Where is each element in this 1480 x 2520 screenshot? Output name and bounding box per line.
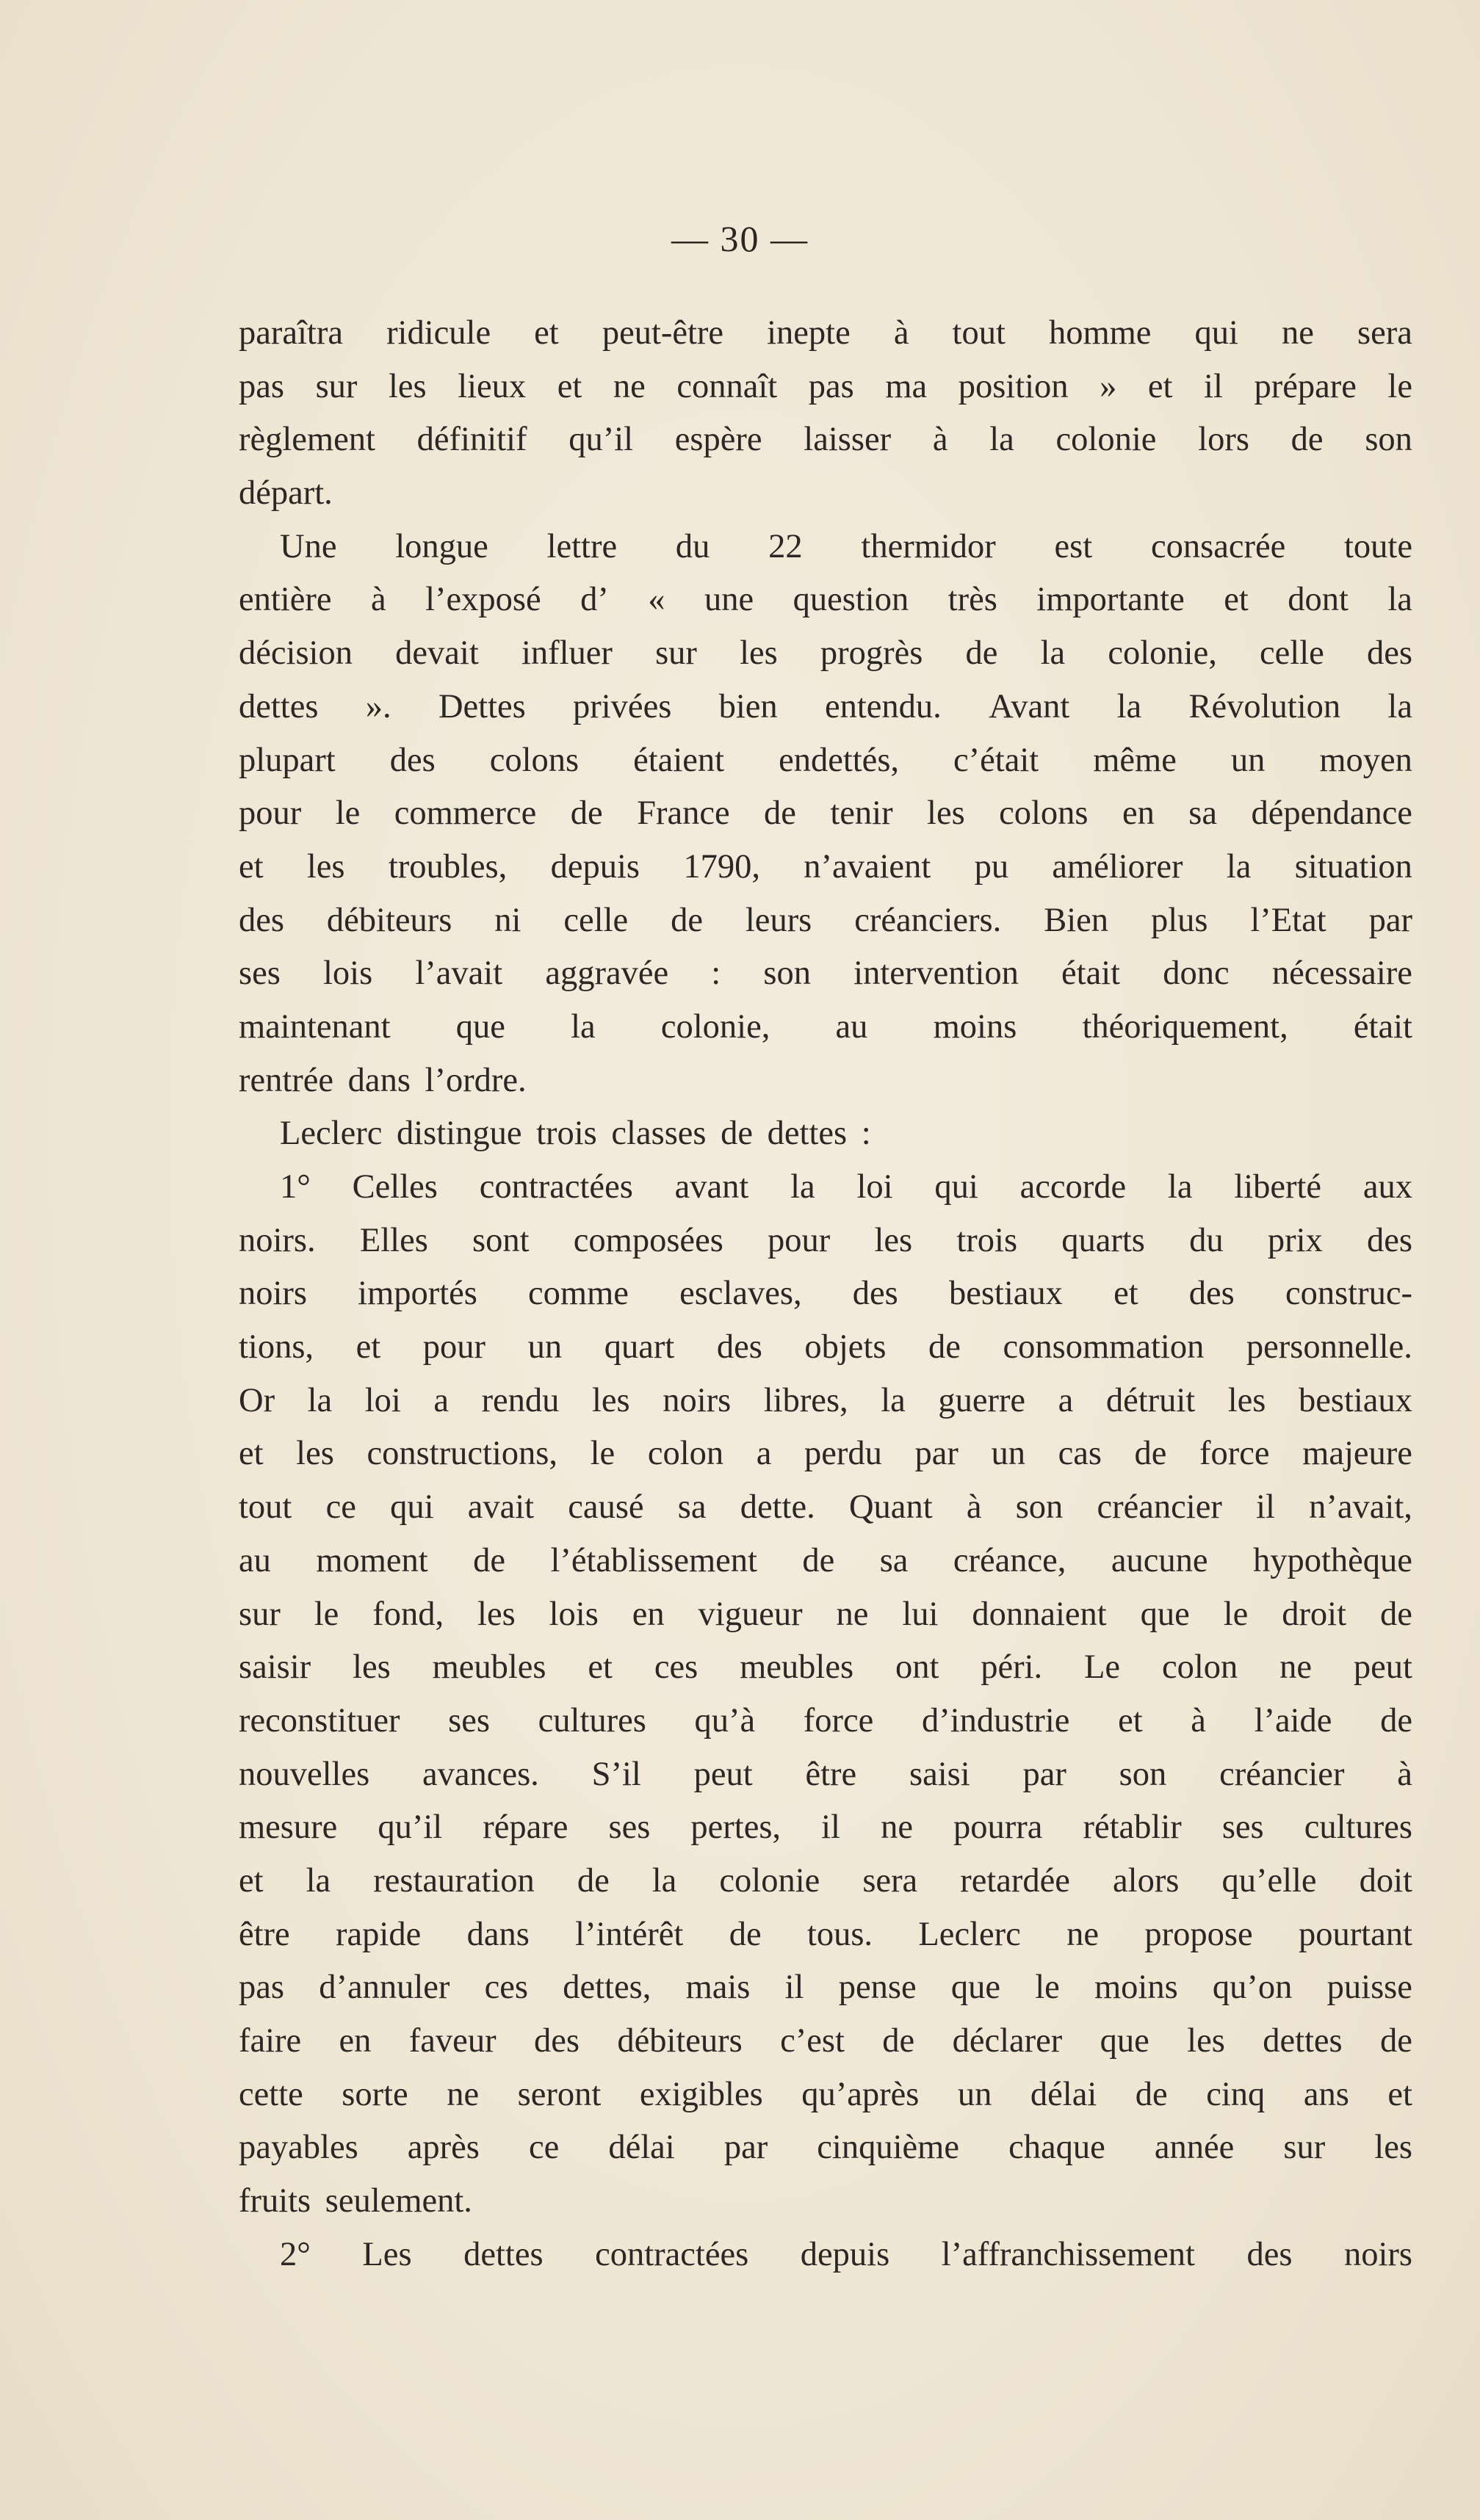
text-line: au moment de l’établissement de sa créance, aucune hypothèque — [239, 1541, 1412, 1579]
text-line: Une longue lettre du 22 thermidor est consacrée toute — [280, 527, 1412, 565]
text-line: tions, et pour un quart des objets de consommation personnelle. — [239, 1328, 1412, 1366]
text-line: pour le commerce de France de tenir les colons en sa dépendance — [239, 794, 1412, 833]
text-line: et les constructions, le colon a perdu par un cas de force majeure — [239, 1435, 1412, 1473]
text-line: pas d’annuler ces dettes, mais il pense que le moins qu’on puisse — [239, 1969, 1412, 2007]
text-line: mesure qu’il répare ses pertes, il ne pourra rétablir ses cultures — [239, 1808, 1412, 1847]
text-line: et la restauration de la colonie sera retardée alors qu’elle doit — [239, 1861, 1412, 1900]
text-line: décision devait influer sur les progrès de la colonie, celle des — [239, 634, 1412, 673]
text-line: 1° Celles contractées avant la loi qui accorde la liberté aux — [280, 1168, 1412, 1206]
page-number: — 30 — — [671, 218, 809, 259]
text-line: fruits seulement. — [239, 2182, 472, 2220]
text-line: noirs. Elles sont composées pour les trois quarts du prix des — [239, 1221, 1412, 1259]
text-line: règlement définitif qu’il espère laisser à la colonie lors de son — [239, 421, 1412, 459]
text-line: départ. — [239, 474, 333, 513]
text-line: noirs importés comme esclaves, des bestiaux et des construc- — [239, 1275, 1412, 1313]
text-line: maintenant que la colonie, au moins théoriquement, était — [239, 1007, 1412, 1046]
text-line: plupart des colons étaient endettés, c’était même un moyen — [239, 741, 1412, 779]
text-line: nouvelles avances. S’il peut être saisi par son créancier à — [239, 1755, 1412, 1793]
text-line: 2° Les dettes contractées depuis l’affranchissement des noirs — [280, 2235, 1412, 2273]
text-line: payables après ce délai par cinquième chaque année sur les — [239, 2129, 1412, 2167]
text-line: cette sorte ne seront exigibles qu’après un délai de cinq ans et — [239, 2075, 1412, 2113]
text-line: saisir les meubles et ces meubles ont péri. Le colon ne peut — [239, 1648, 1412, 1687]
text-line: reconstituer ses cultures qu’à force d’industrie et à l’aide de — [239, 1701, 1412, 1739]
text-line: Or la loi a rendu les noirs libres, la guerre a détruit les bestiaux — [239, 1381, 1412, 1419]
text-line: pas sur les lieux et ne connaît pas ma position » et il prépare le — [239, 367, 1412, 405]
text-line: Leclerc distingue trois classes de dettes : — [280, 1115, 871, 1153]
text-line: sur le fond, les lois en vigueur ne lui donnaient que le droit de — [239, 1595, 1412, 1633]
text-line: entière à l’exposé d’ « une question très importante et dont la — [239, 581, 1412, 619]
text-line: tout ce qui avait causé sa dette. Quant à son créancier il n’avait, — [239, 1488, 1412, 1527]
body-text — [239, 307, 1412, 2281]
text-line: être rapide dans l’intérêt de tous. Leclerc ne propose pourtant — [239, 1915, 1412, 1953]
text-line: ses lois l’avait aggravée : son intervention était donc nécessaire — [239, 955, 1412, 993]
text-line: rentrée dans l’ordre. — [239, 1061, 527, 1099]
text-line: dettes ». Dettes privées bien entendu. Avant la Révolution la — [239, 687, 1412, 725]
text-line: paraîtra ridicule et peut-être inepte à tout homme qui ne sera — [239, 314, 1412, 352]
text-line: et les troubles, depuis 1790, n’avaient pu améliorer la situation — [239, 847, 1412, 886]
text-line: faire en faveur des débiteurs c’est de déclarer que les dettes de — [239, 2022, 1412, 2060]
text-line: des débiteurs ni celle de leurs créanciers. Bien plus l’Etat par — [239, 901, 1412, 939]
